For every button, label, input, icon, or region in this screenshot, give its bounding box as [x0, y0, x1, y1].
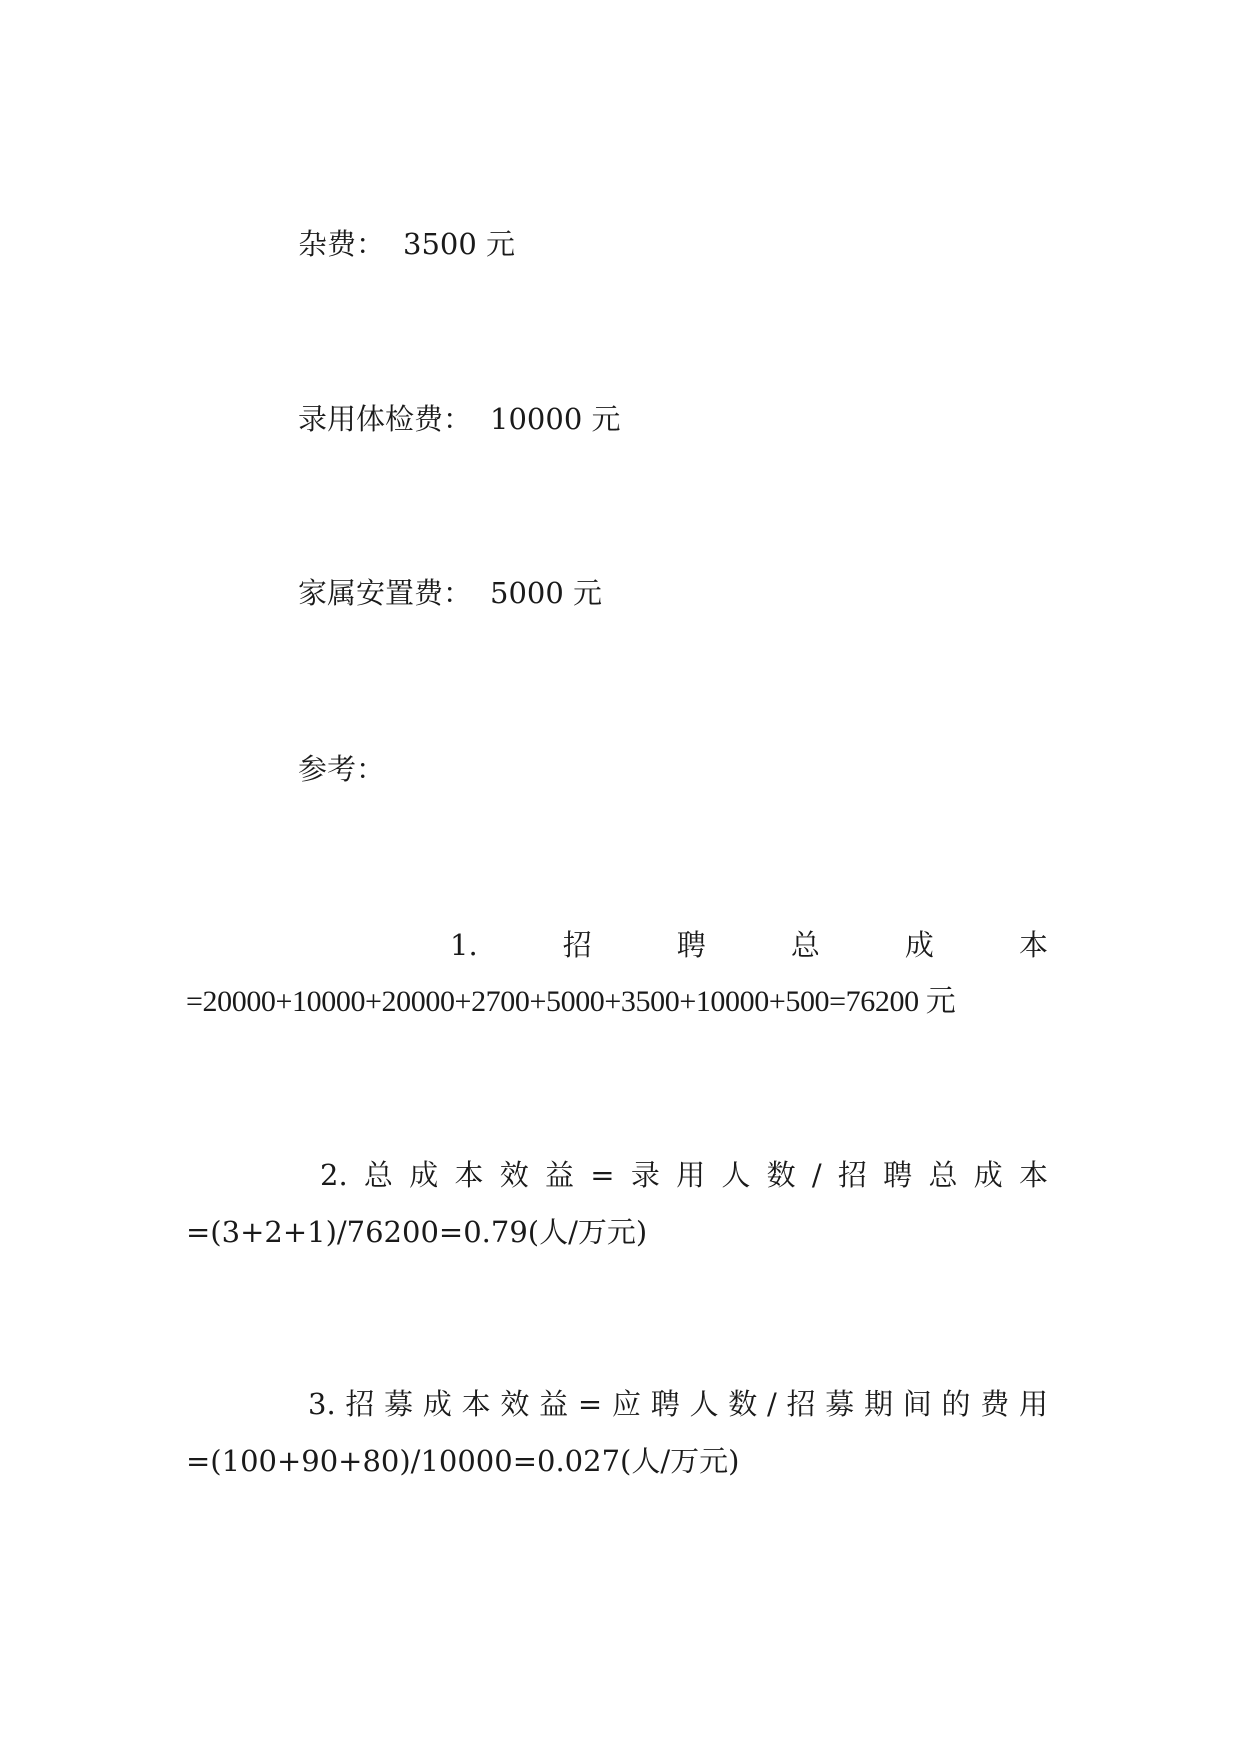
item-label: 家属安置费：	[298, 576, 473, 610]
item-value: 3500 元	[403, 227, 516, 261]
calc3-word: 费	[980, 1387, 1010, 1421]
calc3-title	[308, 1384, 1048, 1424]
calc2-word: 益	[544, 1158, 574, 1192]
calc1-word: 总	[790, 928, 820, 962]
calc3-word: 的	[941, 1387, 971, 1421]
calc3-word: 成	[422, 1387, 452, 1421]
calc2-word: 录	[630, 1158, 660, 1192]
calc1-word: 本	[1018, 928, 1048, 962]
calc2-word: 用	[676, 1158, 706, 1192]
calc2-word: 本	[454, 1158, 484, 1192]
item-medical-fee	[298, 399, 621, 439]
calc2-word: /	[811, 1158, 822, 1192]
calc3-word: 招	[786, 1387, 816, 1421]
reference-heading: 参考：	[298, 752, 386, 786]
calc3-word: 效	[500, 1387, 530, 1421]
calc1-number: 1.	[450, 928, 478, 962]
calc1-word: 成	[904, 928, 934, 962]
calc2-number: 2.	[320, 1158, 348, 1192]
calc3-word: 期	[863, 1387, 893, 1421]
calc2-word: 招	[837, 1158, 867, 1192]
calc3-word: 募	[825, 1387, 855, 1421]
calc3-word: 本	[461, 1387, 491, 1421]
calc1-title	[450, 925, 1048, 965]
calc2-word: =	[590, 1158, 615, 1192]
calc1-word: 招	[562, 928, 592, 962]
item-family-fee	[298, 573, 602, 613]
calc1-word: 聘	[676, 928, 706, 962]
item-value: 5000 元	[490, 576, 603, 610]
calc2-word: 总	[363, 1158, 393, 1192]
calc2-word: 效	[499, 1158, 529, 1192]
calc3-formula: =(100+90+80)/10000=0.027(人/万元)	[186, 1444, 740, 1478]
calc3-word: 应	[611, 1387, 641, 1421]
item-label: 杂费：	[298, 227, 386, 261]
calc3-word: 用	[1018, 1387, 1048, 1421]
calc2-word: 成	[973, 1158, 1003, 1192]
calc1-formula: =20000+10000+20000+2700+5000+3500+10000+500=76200 元	[186, 985, 956, 1018]
calc2-formula: =(3+2+1)/76200=0.79(人/万元)	[186, 1215, 648, 1249]
calc3-word: 招	[345, 1387, 375, 1421]
calc2-word: 数	[766, 1158, 796, 1192]
item-misc-fee	[298, 224, 515, 264]
item-value: 10000 元	[490, 402, 621, 436]
calc2-title	[320, 1155, 1048, 1195]
calc3-word: 聘	[650, 1387, 680, 1421]
calc3-word: 数	[728, 1387, 758, 1421]
calc2-word: 总	[928, 1158, 958, 1192]
calc3-word: /	[766, 1387, 777, 1421]
calc3-word: 益	[539, 1387, 569, 1421]
calc3-word: 间	[902, 1387, 932, 1421]
calc2-word: 成	[409, 1158, 439, 1192]
item-label: 录用体检费：	[298, 402, 473, 436]
calc3-word: 募	[384, 1387, 414, 1421]
calc2-word: 聘	[883, 1158, 913, 1192]
calc2-word: 人	[721, 1158, 751, 1192]
calc3-number: 3.	[308, 1387, 336, 1421]
calc2-word: 本	[1018, 1158, 1048, 1192]
calc3-word: 人	[689, 1387, 719, 1421]
calc3-word: =	[577, 1387, 603, 1421]
